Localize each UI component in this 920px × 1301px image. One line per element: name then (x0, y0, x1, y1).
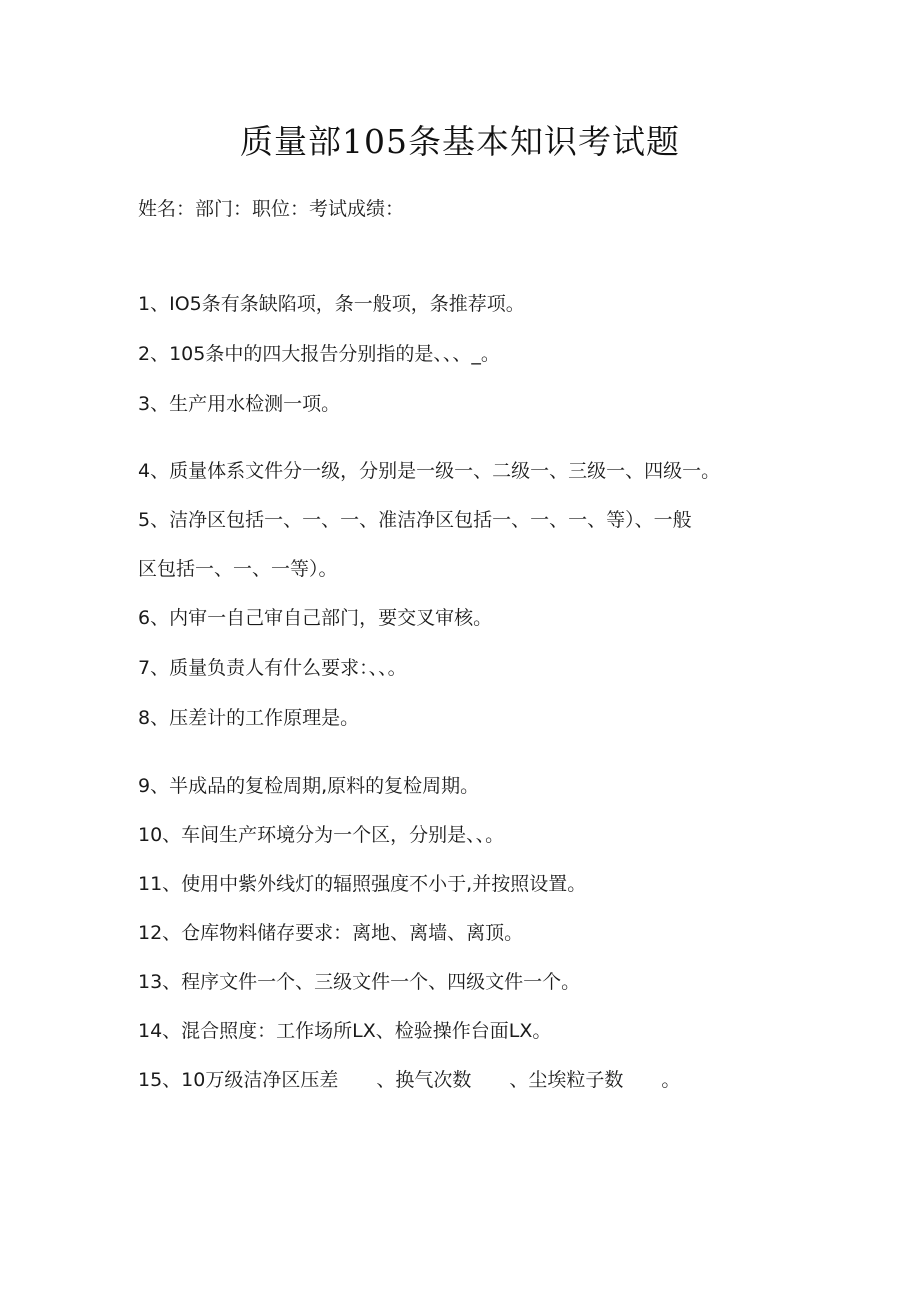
question-8: 8、压差计的工作原理是。 (138, 707, 360, 729)
question-4: 4、质量体系文件分一级，分别是一级一、二级一、三级一、四级一。 (138, 460, 721, 482)
question-5: 5、洁净区包括一、一、一、准洁净区包括一、一、一、等）、一般 (138, 509, 692, 531)
page-title: 质量部105条基本知识考试题 (240, 122, 680, 161)
question-14: 14、混合照度：工作场所LX、检验操作台面LX。 (138, 1020, 552, 1042)
question-3: 3、生产用水检测一项。 (138, 393, 341, 415)
question-2: 2、105条中的四大报告分别指的是、、、_。 (138, 343, 500, 365)
info-line: 姓名：部门：职位：考试成绩： (138, 198, 405, 220)
question-10: 10、车间生产环境分为一个区，分别是、、。 (138, 824, 505, 846)
question-13: 13、程序文件一个、三级文件一个、四级文件一个。 (138, 971, 581, 993)
question-11: 11、使用中紫外线灯的辐照强度不小于,并按照设置。 (138, 873, 587, 895)
question-12: 12、仓库物料储存要求：离地、离墙、离顶。 (138, 922, 524, 944)
question-1: 1、IO5条有条缺陷项，条一般项，条推荐项。 (138, 293, 525, 315)
question-7: 7、质量负责人有什么要求：、、。 (138, 657, 407, 679)
question-9: 9、半成品的复检周期,原料的复检周期。 (138, 775, 480, 797)
question-15: 15、10万级洁净区压差 、换气次数 、尘埃粒子数 。 (138, 1069, 681, 1091)
question-6: 6、内审一自己审自己部门，要交叉审核。 (138, 607, 493, 629)
question-5-continued: 区包括一、一、一等）。 (138, 558, 338, 580)
